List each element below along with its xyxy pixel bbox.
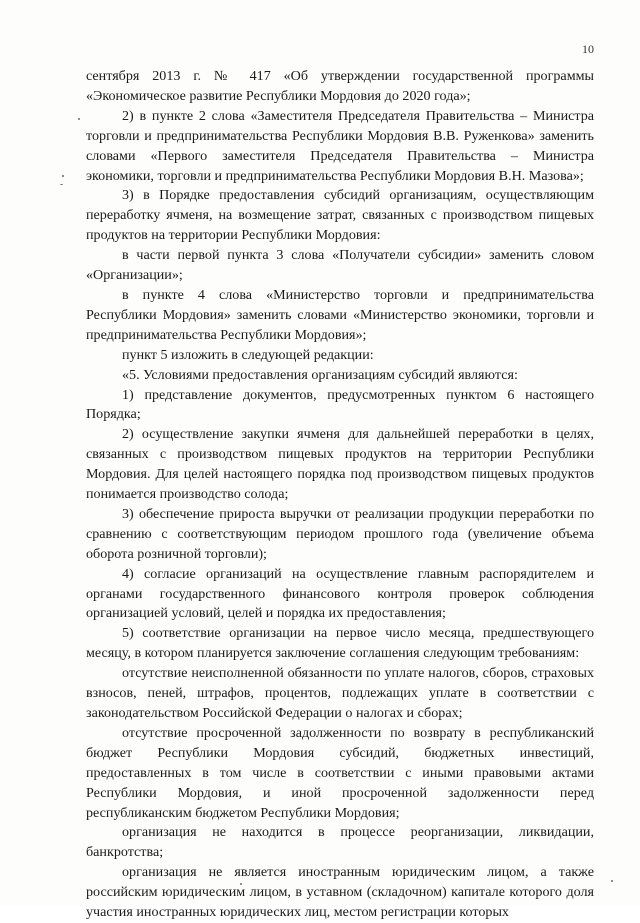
paragraph: 2) осуществление закупки ячменя для дальнейшей переработки в целях, связанных с производством пищевых продуктов на территории Республики Мордовия. Для целей настоящего порядка под производством пищевых продуктов понимается производство солода; bbox=[86, 426, 594, 503]
scan-speck bbox=[62, 175, 64, 177]
paragraph: 1) представление документов, предусмотренных пунктом 6 настоящего Порядка; bbox=[86, 386, 594, 423]
document-body bbox=[86, 67, 594, 923]
scan-speck bbox=[78, 118, 80, 120]
paragraph: в части первой пункта 3 слова «Получатели субсидии» заменить словом «Организации»; bbox=[86, 247, 594, 284]
paragraph: 2) в пункте 2 слова «Заместителя Председателя Правительства – Министра торговли и предпринимательства Республики Мордовия В.В. Руженкова» заменить словами «Первого заместителя Председателя Правительства – Министра экономики, торговли и предпринимательства Республики Мордовия В.Н. Мазова»; bbox=[86, 107, 594, 184]
paragraph: 5) соответствие организации на первое число месяца, предшествующего месяцу, в котором планируется заключение соглашения следующим требованиям: bbox=[86, 625, 594, 662]
paragraph: в пункте 4 слова «Министерство торговли и предпринимательства Республики Мордовия» заменить словами «Министерство экономики, торговли и предпринимательства Республики Мордовия»; bbox=[86, 286, 594, 343]
scan-speck bbox=[611, 880, 613, 882]
paragraph: 3) в Порядке предоставления субсидий организациям, осуществляющим переработку ячменя, на возмещение затрат, связанных с производством пищевых продуктов на территории Республики Мордовия: bbox=[86, 187, 594, 244]
paragraph: пункт 5 изложить в следующей редакции: bbox=[122, 346, 374, 363]
paragraph: отсутствие просроченной задолженности по возврату в республиканский бюджет Республики Мордовия субсидий, бюджетных инвестиций, предоставленных в том числе в соответствии с иными правовыми актами Республики Мордовия, и иной просроченной задолженности перед республиканским бюджетом Республики Мордовия; bbox=[86, 724, 594, 821]
paragraph: 3) обеспечение прироста выручки от реализации продукции переработки по сравнению с соответствующим периодом прошлого года (увеличение объема оборота розничной торговли); bbox=[86, 505, 594, 562]
paragraph: 4) согласие организаций на осуществление главным распорядителем и органами государственного финансового контроля проверок соблюдения организацией условий, целей и порядка их предоставления; bbox=[86, 565, 594, 622]
paragraph: организация не находится в процессе реорганизации, ликвидации, банкротства; bbox=[86, 824, 594, 861]
paragraph: сентября 2013 г. № 417 «Об утверждении государственной программы «Экономическое развитие Республики Мордовия до 2020 года»; bbox=[86, 68, 594, 104]
scan-speck bbox=[60, 184, 63, 185]
paragraph: организация не является иностранным юридическим лицом, а также российским юридическим лицом, в уставном (складочном) капитале которого доля участия иностранных юридических лиц, местом регистрации которых bbox=[86, 864, 594, 921]
paragraph: отсутствие неисполненной обязанности по уплате налогов, сборов, страховых взносов, пеней, штрафов, процентов, подлежащих уплате в соответствии с законодательством Российской Федерации о налогах и сборах; bbox=[86, 665, 594, 721]
page-number: 10 bbox=[582, 42, 594, 56]
paragraph: «5. Условиями предоставления организациям субсидий являются: bbox=[122, 366, 518, 383]
